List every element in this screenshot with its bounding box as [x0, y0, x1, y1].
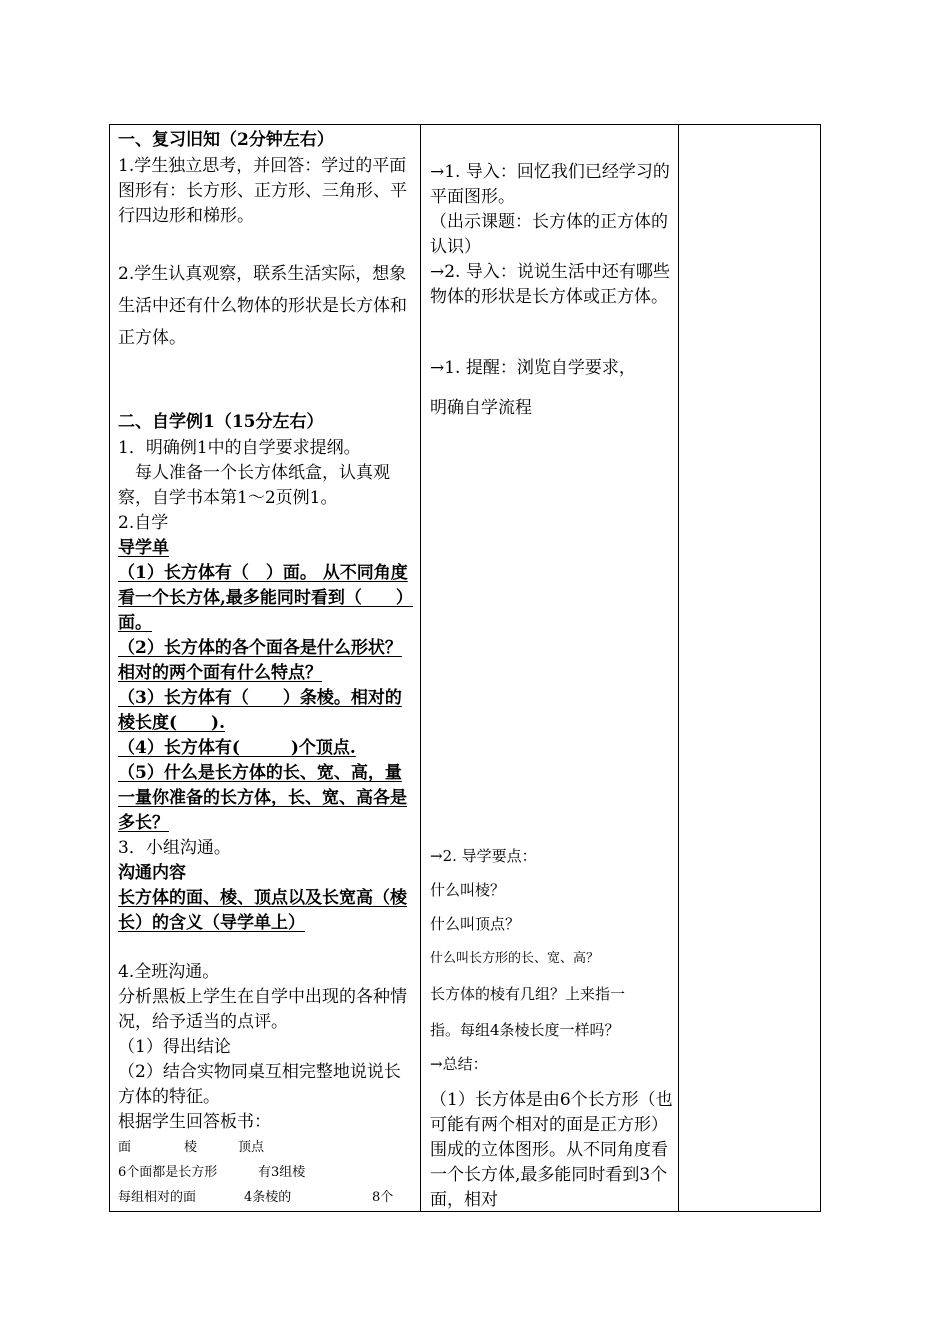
reminder-step-1: →1. 提醒：浏览自学要求，	[430, 358, 636, 378]
key-points-title: →2. 导学要点：	[430, 847, 537, 865]
board-writing-intro: 根据学生回答板书：	[118, 1112, 271, 1132]
board-row1-edge: 有3组棱	[258, 1165, 306, 1180]
guide-question-5: （5）什么是长方体的长、宽、高，量一量你准备的长方体，长、宽、高各是多长？	[118, 763, 407, 833]
key-point-dimensions: 什么叫长方形的长、宽、高？	[430, 951, 600, 966]
class-communication-text: 分析黑板上学生在自学中出现的各种情况，给予适当的点评。	[118, 987, 407, 1032]
group-communication-title: 3．小组沟通。	[118, 838, 231, 858]
communication-content-title: 沟通内容	[118, 863, 186, 883]
review-item-1: 1.学生独立思考，并回答：学过的平面图形有：长方形、正方形、三角形、平行四边形和梯形。	[118, 156, 407, 226]
class-communication-title: 4.全班沟通。	[118, 962, 220, 982]
board-row2-vertex: 8个	[372, 1190, 394, 1205]
reminder-step-1-cont: 明确自学流程	[430, 398, 532, 418]
conclusion-item-2: （2）结合实物同桌互相完整地说说长方体的特征。	[118, 1062, 401, 1107]
communication-content-text: 长方体的面、棱、顶点以及长宽高（棱长）的含义（导学单上）	[118, 888, 407, 933]
board-row2-face: 每组相对的面	[118, 1190, 197, 1205]
board-header-edge: 棱	[184, 1140, 198, 1155]
board-row2-edge: 4条棱的	[244, 1190, 292, 1205]
key-point-edge: 什么叫棱？	[430, 881, 506, 899]
key-point-vertex: 什么叫顶点？	[430, 915, 521, 933]
column-divider-2	[678, 124, 679, 1212]
board-row1-face: 6个面都是长方形	[118, 1165, 218, 1180]
section2-title: 二、自学例1（15分左右）	[118, 412, 324, 432]
guide-question-2: （2）长方体的各个面各是什么形状？相对的两个面有什么特点？	[118, 638, 402, 683]
guide-sheet-title: 导学单	[118, 538, 169, 558]
review-item-2: 2.学生认真观察，联系生活实际，想象生活中还有什么物体的形状是长方体和正方体。	[118, 264, 407, 348]
summary-item-1: （1）长方体是由6个长方形（也可能有两个相对的面是正方形）围成的立体图形。从不同角度看一个长方体,最多能同时看到3个面，相对	[430, 1090, 673, 1210]
board-row-1	[118, 1162, 414, 1184]
guide-question-1: （1）长方体有（ ）面。 从不同角度看一个长方体,最多能同时看到（ ）面。	[118, 563, 413, 633]
intro-step-1: →1. 导入：回忆我们已经学习的平面图形。	[430, 162, 670, 207]
key-point-edge-length: 指。每组4条棱长度一样吗？	[430, 1021, 620, 1039]
board-header-row	[118, 1137, 414, 1159]
key-point-edge-groups: 长方体的棱有几组？上来指一	[430, 985, 626, 1003]
summary-title: →总结：	[430, 1055, 488, 1073]
selfstudy-item-2: 2.自学	[118, 513, 169, 533]
section1-title: 一、复习旧知（2分钟左右）	[118, 130, 334, 150]
board-header-vertex: 顶点	[238, 1140, 265, 1155]
guide-question-3: （3）长方体有（ ）条棱。相对的棱长度( ).	[118, 688, 402, 733]
lesson-title-note: （出示课题：长方体的正方体的认识）	[430, 212, 668, 257]
intro-step-2: →2. 导入：说说生活中还有哪些物体的形状是长方体或正方体。	[430, 262, 670, 307]
guide-question-4: （4）长方体有( )个顶点.	[118, 738, 356, 758]
selfstudy-item-1-detail: 每人准备一个长方体纸盒，认真观察，自学书本第1～2页例1。	[118, 463, 390, 508]
conclusion-item-1: （1）得出结论	[118, 1037, 231, 1057]
board-row-2	[118, 1187, 414, 1209]
board-header-face: 面	[118, 1140, 132, 1155]
selfstudy-item-1: 1．明确例1中的自学要求提纲。	[118, 438, 361, 458]
column-divider-1	[420, 124, 421, 1212]
